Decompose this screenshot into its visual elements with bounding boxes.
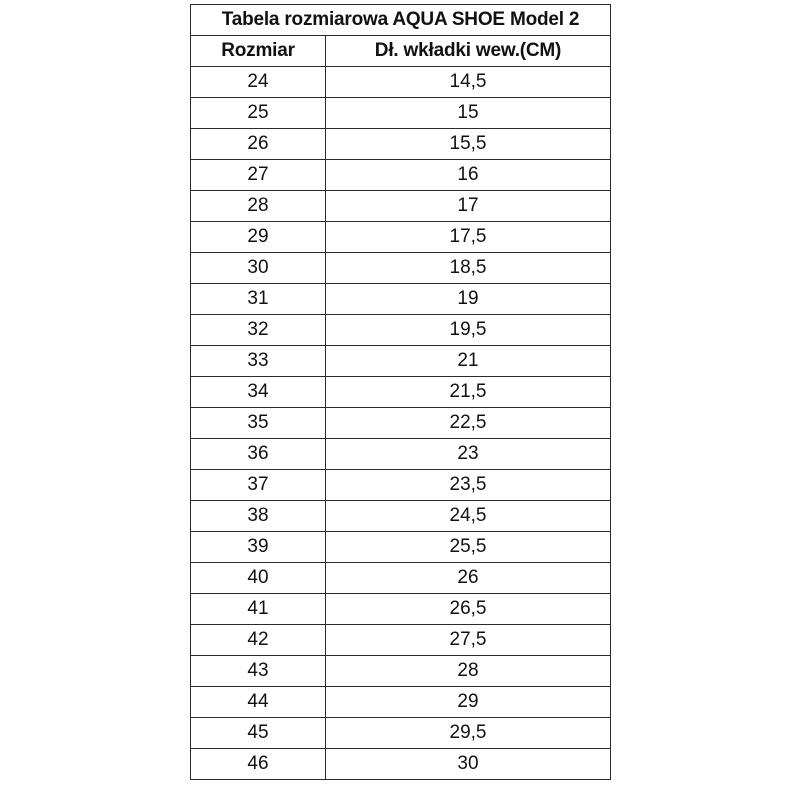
table-row (191, 129, 611, 160)
table-row (191, 253, 611, 284)
table-row (191, 656, 611, 687)
table-row (191, 377, 611, 408)
table-row (191, 222, 611, 253)
table-row (191, 408, 611, 439)
size-cell: 45 (191, 718, 326, 749)
table-row (191, 284, 611, 315)
size-chart-table (190, 4, 611, 780)
insole-length-cell: 19 (326, 284, 611, 315)
size-cell: 30 (191, 253, 326, 284)
table-row (191, 439, 611, 470)
insole-length-cell: 30 (326, 749, 611, 780)
insole-length-cell: 26 (326, 563, 611, 594)
size-cell: 24 (191, 67, 326, 98)
insole-length-cell: 21 (326, 346, 611, 377)
table-title: Tabela rozmiarowa AQUA SHOE Model 2 (191, 5, 611, 36)
table-row (191, 346, 611, 377)
insole-length-cell: 26,5 (326, 594, 611, 625)
size-cell: 34 (191, 377, 326, 408)
size-cell: 28 (191, 191, 326, 222)
table-body (191, 67, 611, 780)
insole-length-cell: 23 (326, 439, 611, 470)
title-row (191, 5, 611, 36)
insole-length-cell: 15 (326, 98, 611, 129)
table-row (191, 501, 611, 532)
size-cell: 37 (191, 470, 326, 501)
size-cell: 35 (191, 408, 326, 439)
size-cell: 43 (191, 656, 326, 687)
size-cell: 27 (191, 160, 326, 191)
table-row (191, 718, 611, 749)
size-cell: 32 (191, 315, 326, 346)
insole-length-cell: 21,5 (326, 377, 611, 408)
size-cell: 41 (191, 594, 326, 625)
size-cell: 39 (191, 532, 326, 563)
size-cell: 46 (191, 749, 326, 780)
table-row (191, 98, 611, 129)
insole-length-cell: 25,5 (326, 532, 611, 563)
insole-length-cell: 22,5 (326, 408, 611, 439)
table-row (191, 749, 611, 780)
insole-length-cell: 16 (326, 160, 611, 191)
insole-length-cell: 27,5 (326, 625, 611, 656)
insole-length-cell: 19,5 (326, 315, 611, 346)
header-row (191, 36, 611, 67)
size-cell: 26 (191, 129, 326, 160)
table-row (191, 532, 611, 563)
size-cell: 36 (191, 439, 326, 470)
insole-length-cell: 23,5 (326, 470, 611, 501)
column-header-insole-length: Dł. wkładki wew.(CM) (326, 36, 611, 67)
insole-length-cell: 17,5 (326, 222, 611, 253)
table-row (191, 687, 611, 718)
table-row (191, 625, 611, 656)
table-row (191, 470, 611, 501)
insole-length-cell: 28 (326, 656, 611, 687)
insole-length-cell: 18,5 (326, 253, 611, 284)
insole-length-cell: 15,5 (326, 129, 611, 160)
table-row (191, 191, 611, 222)
table-row (191, 563, 611, 594)
column-header-size: Rozmiar (191, 36, 326, 67)
table-row (191, 594, 611, 625)
insole-length-cell: 29 (326, 687, 611, 718)
size-cell: 44 (191, 687, 326, 718)
insole-length-cell: 24,5 (326, 501, 611, 532)
size-cell: 38 (191, 501, 326, 532)
size-cell: 31 (191, 284, 326, 315)
table-row (191, 315, 611, 346)
size-cell: 29 (191, 222, 326, 253)
table-row (191, 67, 611, 98)
insole-length-cell: 29,5 (326, 718, 611, 749)
table-row (191, 160, 611, 191)
size-cell: 25 (191, 98, 326, 129)
insole-length-cell: 14,5 (326, 67, 611, 98)
size-cell: 42 (191, 625, 326, 656)
size-cell: 40 (191, 563, 326, 594)
size-cell: 33 (191, 346, 326, 377)
insole-length-cell: 17 (326, 191, 611, 222)
